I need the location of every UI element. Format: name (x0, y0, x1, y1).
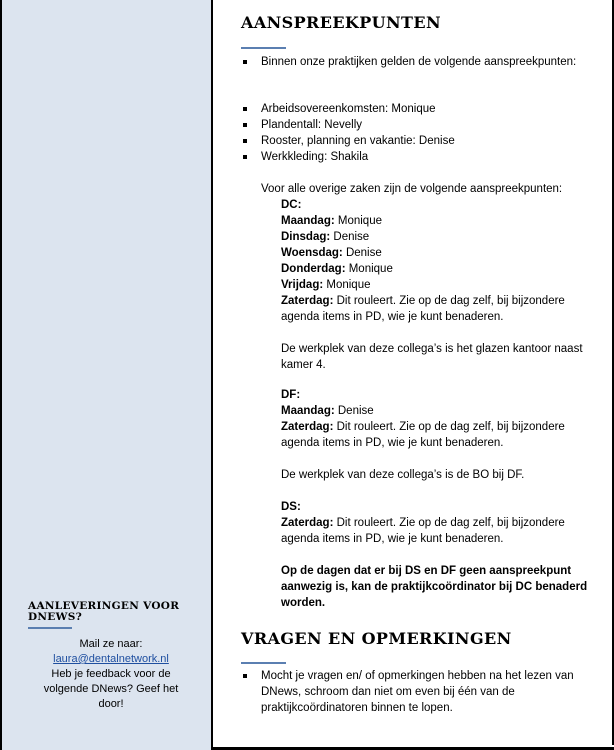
df-block (281, 387, 591, 483)
dc-workplace: De werkplek van deze collega’s is het glazen kantoor naast kamer 4. (281, 343, 583, 371)
main-content (213, 0, 614, 750)
closing-note: Op de dagen dat er bij DS en DF geen aanspreekpunt aanwezig is, kan de praktijkcoördinator bij DC benaderd worden. (281, 565, 588, 609)
title-rule (28, 627, 72, 629)
list-item: Plandentall: Nevelly (241, 117, 601, 133)
dc-block (281, 197, 591, 373)
list-item: Arbeidsovereenkomsten: Monique (241, 101, 601, 117)
mail-label: Mail ze naar: (79, 638, 143, 650)
intro-list (241, 54, 601, 70)
feedback-text: Heb je feedback voor de volgende DNews? Geef het door! (43, 668, 179, 710)
dc-day: Donderdag: Monique (281, 263, 393, 275)
heading-aanspreekpunten: AANSPREEKPUNTEN (241, 13, 441, 32)
list-item: Rooster, planning en vakantie: Denise (241, 133, 601, 149)
heading-rule (241, 47, 286, 49)
df-workplace: De werkplek van deze collega’s is de BO bij DF. (281, 469, 525, 481)
dc-label: DC: (281, 199, 302, 211)
submissions-title: AANLEVERINGEN VOOR DNEWS? (28, 600, 180, 623)
list-item: Binnen onze praktijken gelden de volgende aanspreekpunten: (241, 54, 601, 70)
ds-day: Zaterdag: Dit rouleert. Zie op de dag zelf, bij bijzondere agenda items in PD, wie je kunt benaderen. (281, 517, 565, 545)
questions-list (241, 668, 601, 716)
submissions-text (28, 637, 188, 712)
df-day: Zaterdag: Dit rouleert. Zie op de dag zelf, bij bijzondere agenda items in PD, wie je kunt benaderen. (281, 421, 565, 449)
ds-block (281, 499, 591, 547)
heading-vragen: VRAGEN EN OPMERKINGEN (241, 629, 512, 648)
heading-rule (241, 662, 286, 664)
dc-day: Dinsdag: Denise (281, 231, 370, 243)
ds-label: DS: (281, 501, 301, 513)
email-link[interactable]: laura@dentalnetwork.nl (53, 653, 169, 665)
dc-day: Maandag: Monique (281, 215, 382, 227)
df-label: DF: (281, 389, 301, 401)
dc-day: Zaterdag: Dit rouleert. Zie op de dag zelf, bij bijzondere agenda items in PD, wie je kunt benaderen. (281, 295, 565, 323)
submissions-box (28, 601, 188, 712)
sidebar (0, 0, 213, 750)
list-item: Mocht je vragen en/ of opmerkingen hebben na het lezen van DNews, schroom dan niet om even bij één van de praktijkcoördinatoren binnen te lopen. (241, 668, 601, 716)
overig-intro: Voor alle overige zaken zijn de volgende aanspreekpunten: (261, 183, 563, 195)
list-item: Werkkleding: Shakila (241, 149, 601, 165)
contacts-list (241, 101, 601, 165)
dc-day: Vrijdag: Monique (281, 279, 371, 291)
dc-day: Woensdag: Denise (281, 247, 382, 259)
df-day: Maandag: Denise (281, 405, 374, 417)
